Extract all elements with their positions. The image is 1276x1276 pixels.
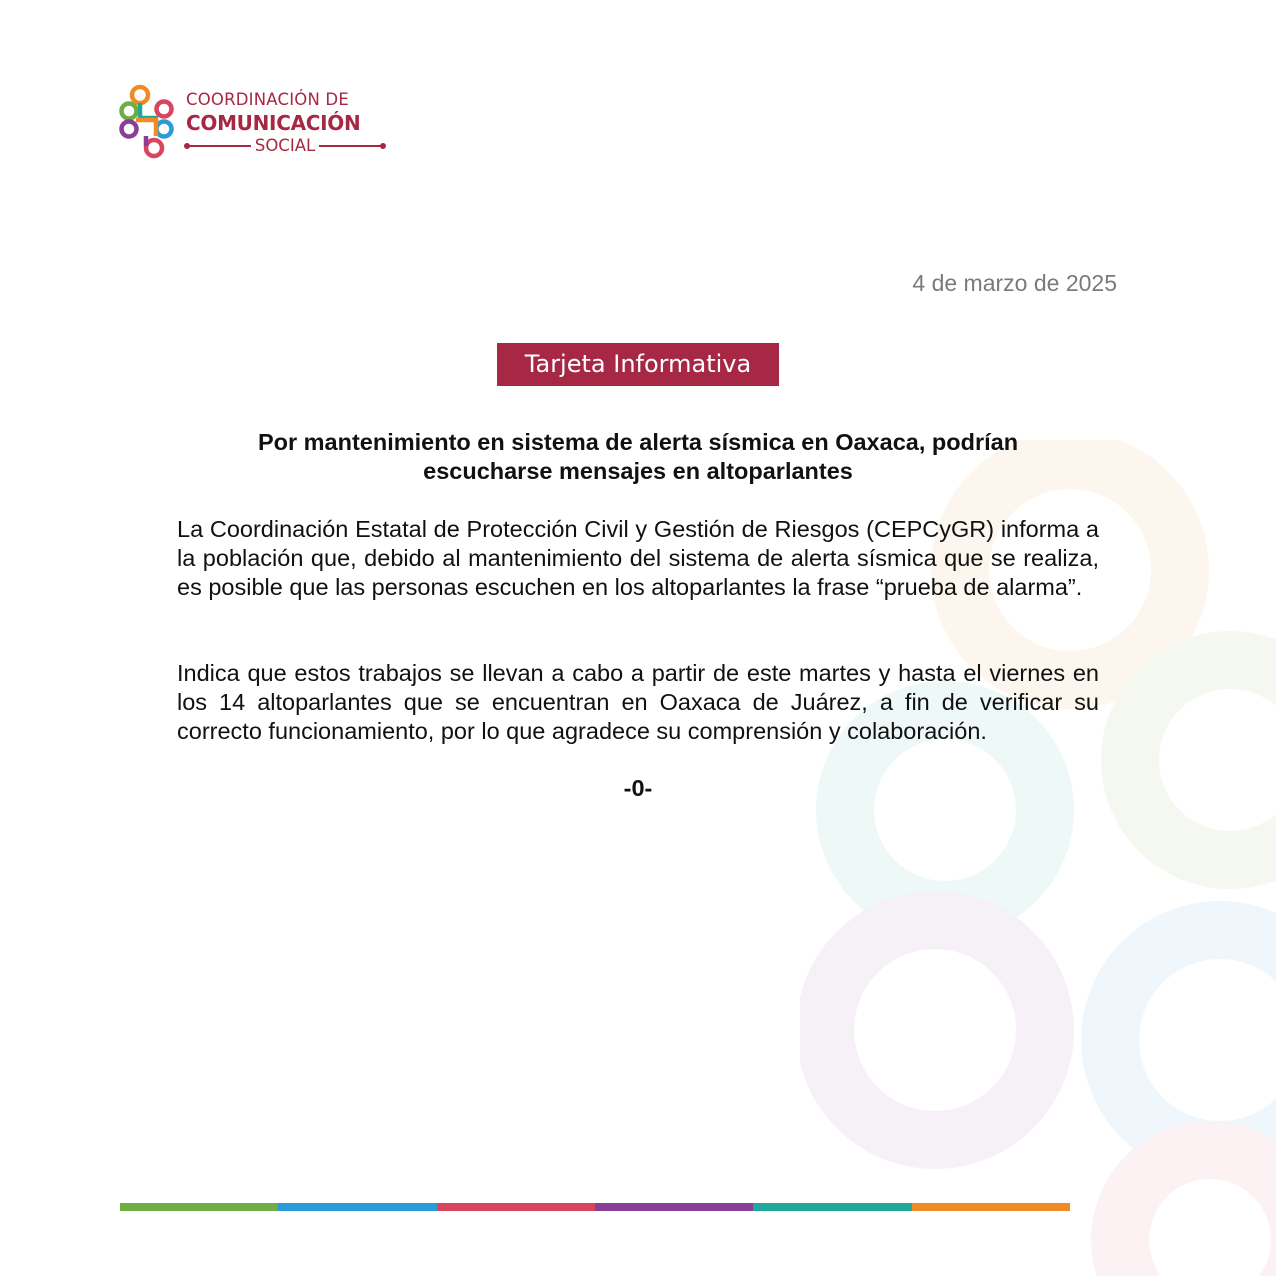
- coordinacion-comunicacion-social-logo: [118, 84, 398, 164]
- closing-mark: -0-: [623, 775, 653, 801]
- body-paragraph-1: La Coordinación Estatal de Protección Civil y Gestión de Riesgos (CEPCyGR) informa a la población que, debido al mantenimiento del sistema de alerta sísmica que se realiza, es posible que las personas escuchen en los altoparlantes la frase “prueba de alarma”.: [177, 516, 1099, 600]
- footer-stripe: [912, 1203, 1070, 1211]
- logo-knot-icon: [118, 84, 178, 162]
- logo-rule-right: [319, 145, 384, 147]
- logo-rule-left: [186, 145, 251, 147]
- footer-stripe: [595, 1203, 753, 1211]
- footer-stripe: [120, 1203, 278, 1211]
- headline: [177, 428, 1099, 485]
- headline-line-2: escucharse mensajes en altoparlantes: [423, 457, 853, 484]
- headline-line-1: Por mantenimiento en sistema de alerta sísmica en Oaxaca, podrían: [257, 429, 1019, 455]
- footer-stripe: [753, 1203, 911, 1211]
- logo-text-social: SOCIAL: [254, 136, 316, 155]
- footer-stripe: [437, 1203, 595, 1211]
- logo-text-line2: COMUNICACIÓN: [186, 111, 361, 135]
- body-paragraph-2: Indica que estos trabajos se llevan a cabo a partir de este martes y hasta el viernes en los 14 altoparlantes que se encuentran en Oaxaca de Juárez, a fin de verificar su correcto funcionamiento, por lo que agradece su comprensión y colaboración.: [177, 660, 1099, 744]
- logo-text-line3: [186, 136, 384, 156]
- logo-text-line1: COORDINACIÓN DE: [186, 90, 349, 109]
- footer-stripe: [278, 1203, 436, 1211]
- footer-color-bar: [120, 1203, 1070, 1211]
- publication-date: 4 de marzo de 2025: [912, 270, 1117, 296]
- document-type-badge: Tarjeta Informativa: [497, 343, 779, 386]
